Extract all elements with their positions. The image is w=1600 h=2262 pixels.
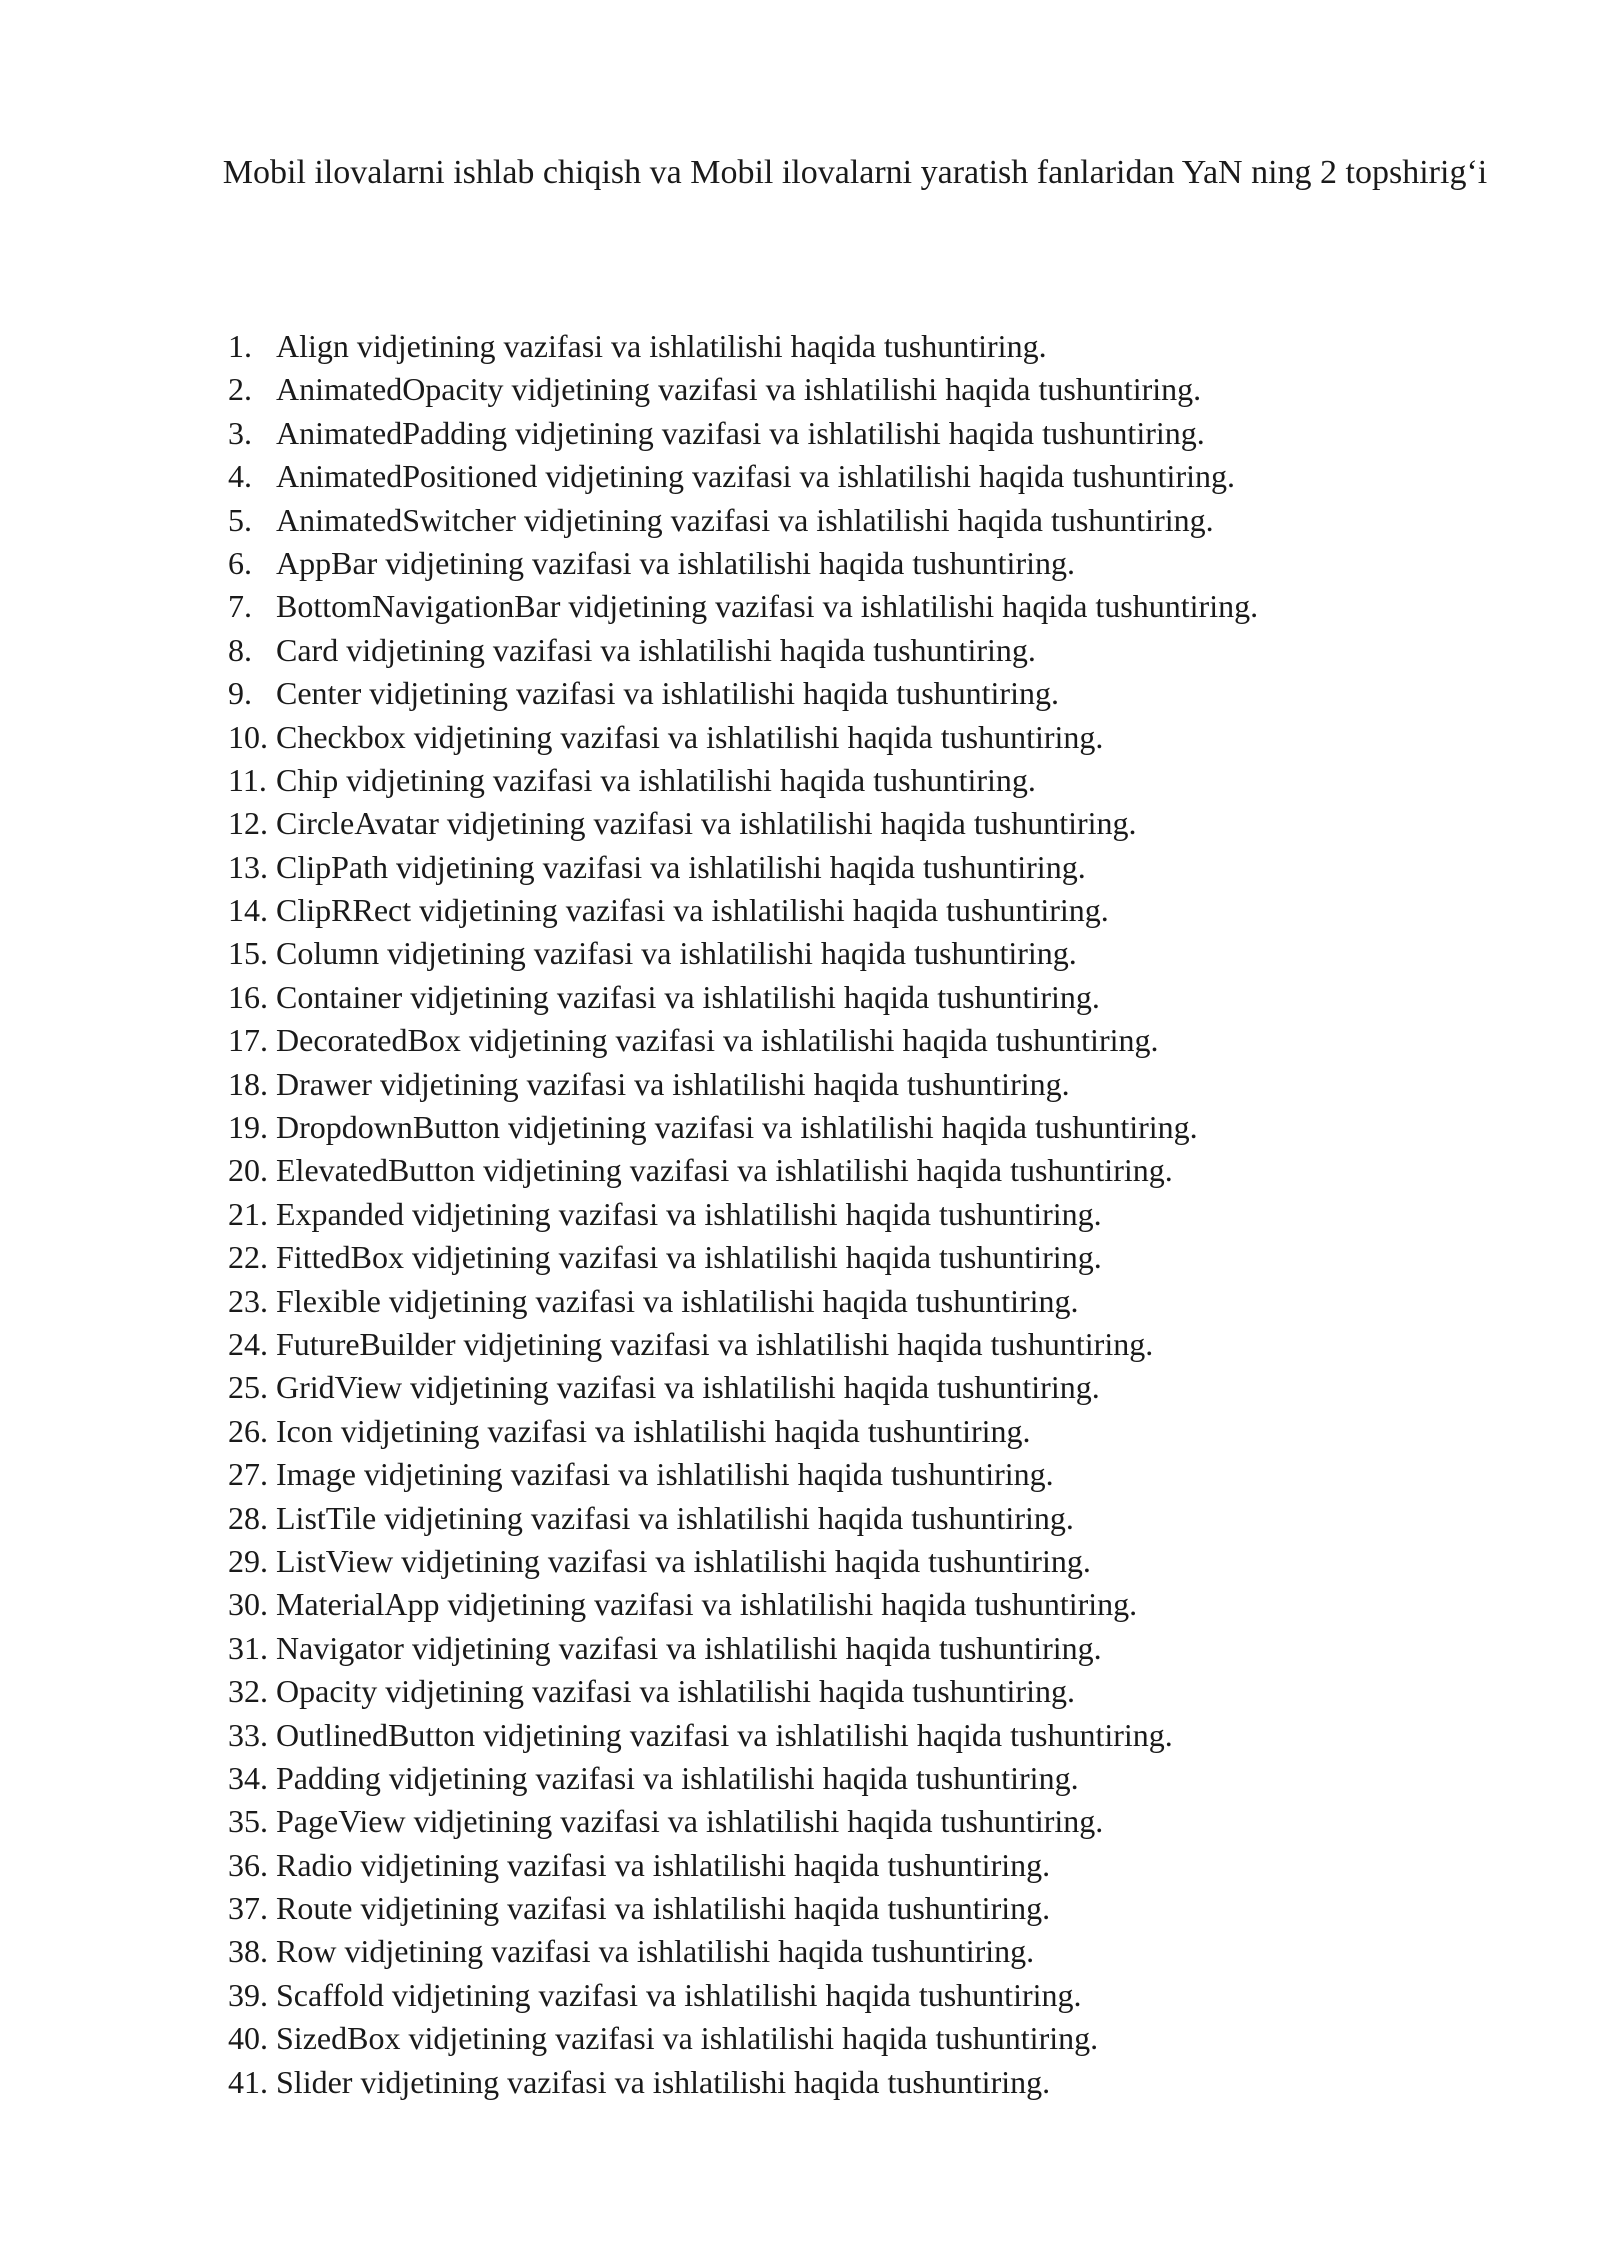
question-item xyxy=(228,1844,1258,1887)
question-item xyxy=(228,1627,1258,1670)
question-item xyxy=(228,1453,1258,1496)
question-text: Opacity vidjetining vazifasi va ishlatilishi haqida tushuntiring. xyxy=(276,1673,1075,1710)
question-text: Container vidjetining vazifasi va ishlatilishi haqida tushuntiring. xyxy=(276,978,1100,1015)
question-number: 6. xyxy=(228,544,252,581)
question-text: ListView vidjetining vazifasi va ishlatilishi haqida tushuntiring. xyxy=(276,1542,1091,1579)
question-text: Chip vidjetining vazifasi va ishlatilishi haqida tushuntiring. xyxy=(276,761,1036,798)
question-number: 11. xyxy=(228,761,267,798)
question-text: ClipPath vidjetining vazifasi va ishlatilishi haqida tushuntiring. xyxy=(276,848,1086,885)
question-item xyxy=(228,1757,1258,1800)
question-number: 34. xyxy=(228,1759,268,1796)
question-text: FittedBox vidjetining vazifasi va ishlatilishi haqida tushuntiring. xyxy=(276,1239,1102,1276)
question-text: Image vidjetining vazifasi va ishlatilishi haqida tushuntiring. xyxy=(276,1456,1054,1493)
question-text: Scaffold vidjetining vazifasi va ishlatilishi haqida tushuntiring. xyxy=(276,1976,1082,2013)
question-number: 35. xyxy=(228,1803,268,1840)
question-text: AppBar vidjetining vazifasi va ishlatilishi haqida tushuntiring. xyxy=(276,544,1075,581)
question-number: 17. xyxy=(228,1022,268,1059)
question-number: 10. xyxy=(228,718,268,755)
question-item xyxy=(228,455,1258,498)
question-list xyxy=(228,325,1258,2104)
question-number: 12. xyxy=(228,805,268,842)
question-item xyxy=(228,585,1258,628)
question-text: OutlinedButton vidjetining vazifasi va ishlatilishi haqida tushuntiring. xyxy=(276,1716,1173,1753)
question-item xyxy=(228,1930,1258,1973)
question-item xyxy=(228,629,1258,672)
question-item xyxy=(228,716,1258,759)
question-number: 26. xyxy=(228,1412,268,1449)
question-text: Checkbox vidjetining vazifasi va ishlatilishi haqida tushuntiring. xyxy=(276,718,1104,755)
question-text: GridView vidjetining vazifasi va ishlatilishi haqida tushuntiring. xyxy=(276,1369,1100,1406)
question-text: Column vidjetining vazifasi va ishlatilishi haqida tushuntiring. xyxy=(276,935,1077,972)
question-item xyxy=(228,412,1258,455)
question-number: 8. xyxy=(228,631,252,668)
question-item xyxy=(228,846,1258,889)
question-text: AnimatedOpacity vidjetining vazifasi va ishlatilishi haqida tushuntiring. xyxy=(276,371,1202,408)
question-text: Route vidjetining vazifasi va ishlatilishi haqida tushuntiring. xyxy=(276,1890,1051,1927)
question-text: Slider vidjetining vazifasi va ishlatilishi haqida tushuntiring. xyxy=(276,2063,1051,2100)
question-number: 2. xyxy=(228,371,252,408)
question-item xyxy=(228,759,1258,802)
question-number: 27. xyxy=(228,1456,268,1493)
question-number: 3. xyxy=(228,414,252,451)
question-text: ClipRRect vidjetining vazifasi va ishlatilishi haqida tushuntiring. xyxy=(276,892,1109,929)
question-item xyxy=(228,889,1258,932)
question-number: 13. xyxy=(228,848,268,885)
question-text: FutureBuilder vidjetining vazifasi va ishlatilishi haqida tushuntiring. xyxy=(276,1325,1154,1362)
question-number: 36. xyxy=(228,1846,268,1883)
question-item xyxy=(228,1540,1258,1583)
question-number: 29. xyxy=(228,1542,268,1579)
question-item xyxy=(228,325,1258,368)
question-text: Radio vidjetining vazifasi va ishlatilishi haqida tushuntiring. xyxy=(276,1846,1051,1883)
question-item xyxy=(228,1280,1258,1323)
question-text: Expanded vidjetining vazifasi va ishlatilishi haqida tushuntiring. xyxy=(276,1195,1102,1232)
question-text: AnimatedPadding vidjetining vazifasi va ishlatilishi haqida tushuntiring. xyxy=(276,414,1205,451)
question-item xyxy=(228,1583,1258,1626)
question-number: 25. xyxy=(228,1369,268,1406)
question-item xyxy=(228,1800,1258,1843)
question-item xyxy=(228,1063,1258,1106)
question-text: MaterialApp vidjetining vazifasi va ishlatilishi haqida tushuntiring. xyxy=(276,1586,1138,1623)
document-title: Mobil ilovalarni ishlab chiqish va Mobil ilovalarni yaratish fanlaridan YaN ning 2 topshirig‘i xyxy=(222,154,1488,191)
question-item xyxy=(228,368,1258,411)
question-item xyxy=(228,1236,1258,1279)
question-number: 40. xyxy=(228,2020,268,2057)
question-number: 19. xyxy=(228,1109,268,1146)
question-text: Card vidjetining vazifasi va ishlatilishi haqida tushuntiring. xyxy=(276,631,1036,668)
question-item xyxy=(228,1323,1258,1366)
question-item xyxy=(228,1019,1258,1062)
question-number: 1. xyxy=(228,328,252,364)
question-text: Center vidjetining vazifasi va ishlatilishi haqida tushuntiring. xyxy=(276,675,1059,712)
question-text: PageView vidjetining vazifasi va ishlatilishi haqida tushuntiring. xyxy=(276,1803,1104,1840)
question-text: Align vidjetining vazifasi va ishlatilishi haqida tushuntiring. xyxy=(276,328,1047,364)
question-number: 5. xyxy=(228,501,252,538)
question-number: 28. xyxy=(228,1499,268,1536)
question-text: ElevatedButton vidjetining vazifasi va ishlatilishi haqida tushuntiring. xyxy=(276,1152,1173,1189)
question-item xyxy=(228,976,1258,1019)
question-number: 7. xyxy=(228,588,252,625)
question-item xyxy=(228,1714,1258,1757)
question-text: ListTile vidjetining vazifasi va ishlatilishi haqida tushuntiring. xyxy=(276,1499,1074,1536)
question-item xyxy=(228,1410,1258,1453)
question-text: DropdownButton vidjetining vazifasi va ishlatilishi haqida tushuntiring. xyxy=(276,1109,1198,1146)
question-text: Navigator vidjetining vazifasi va ishlatilishi haqida tushuntiring. xyxy=(276,1629,1102,1666)
question-number: 41. xyxy=(228,2063,268,2100)
question-text: CircleAvatar vidjetining vazifasi va ishlatilishi haqida tushuntiring. xyxy=(276,805,1137,842)
question-text: Padding vidjetining vazifasi va ishlatilishi haqida tushuntiring. xyxy=(276,1759,1079,1796)
question-number: 15. xyxy=(228,935,268,972)
question-number: 9. xyxy=(228,675,252,712)
question-item xyxy=(228,672,1258,715)
question-item xyxy=(228,1193,1258,1236)
question-item xyxy=(228,1497,1258,1540)
question-number: 14. xyxy=(228,892,268,929)
question-text: AnimatedSwitcher vidjetining vazifasi va ishlatilishi haqida tushuntiring. xyxy=(276,501,1214,538)
question-item xyxy=(228,1974,1258,2017)
question-number: 22. xyxy=(228,1239,268,1276)
question-item xyxy=(228,499,1258,542)
question-item xyxy=(228,2017,1258,2060)
question-number: 37. xyxy=(228,1890,268,1927)
question-item xyxy=(228,1149,1258,1192)
question-text: Row vidjetining vazifasi va ishlatilishi haqida tushuntiring. xyxy=(276,1933,1035,1970)
question-number: 30. xyxy=(228,1586,268,1623)
question-item xyxy=(228,1366,1258,1409)
question-item xyxy=(228,1106,1258,1149)
question-item xyxy=(228,802,1258,845)
question-text: SizedBox vidjetining vazifasi va ishlatilishi haqida tushuntiring. xyxy=(276,2020,1099,2057)
question-text: Drawer vidjetining vazifasi va ishlatilishi haqida tushuntiring. xyxy=(276,1065,1070,1102)
question-text: Flexible vidjetining vazifasi va ishlatilishi haqida tushuntiring. xyxy=(276,1282,1079,1319)
question-item xyxy=(228,2061,1258,2104)
question-number: 38. xyxy=(228,1933,268,1970)
question-item xyxy=(228,542,1258,585)
question-number: 16. xyxy=(228,978,268,1015)
question-text: BottomNavigationBar vidjetining vazifasi va ishlatilishi haqida tushuntiring. xyxy=(276,588,1259,625)
question-item xyxy=(228,1887,1258,1930)
question-text: Icon vidjetining vazifasi va ishlatilishi haqida tushuntiring. xyxy=(276,1412,1031,1449)
question-number: 18. xyxy=(228,1065,268,1102)
question-number: 24. xyxy=(228,1325,268,1362)
question-item xyxy=(228,932,1258,975)
question-number: 39. xyxy=(228,1976,268,2013)
question-number: 32. xyxy=(228,1673,268,1710)
question-text: DecoratedBox vidjetining vazifasi va ishlatilishi haqida tushuntiring. xyxy=(276,1022,1159,1059)
question-item xyxy=(228,1670,1258,1713)
question-number: 33. xyxy=(228,1716,268,1753)
question-number: 23. xyxy=(228,1282,268,1319)
question-number: 21. xyxy=(228,1195,268,1232)
question-number: 20. xyxy=(228,1152,268,1189)
question-text: AnimatedPositioned vidjetining vazifasi va ishlatilishi haqida tushuntiring. xyxy=(276,458,1235,495)
question-number: 4. xyxy=(228,458,252,495)
question-number: 31. xyxy=(228,1629,268,1666)
